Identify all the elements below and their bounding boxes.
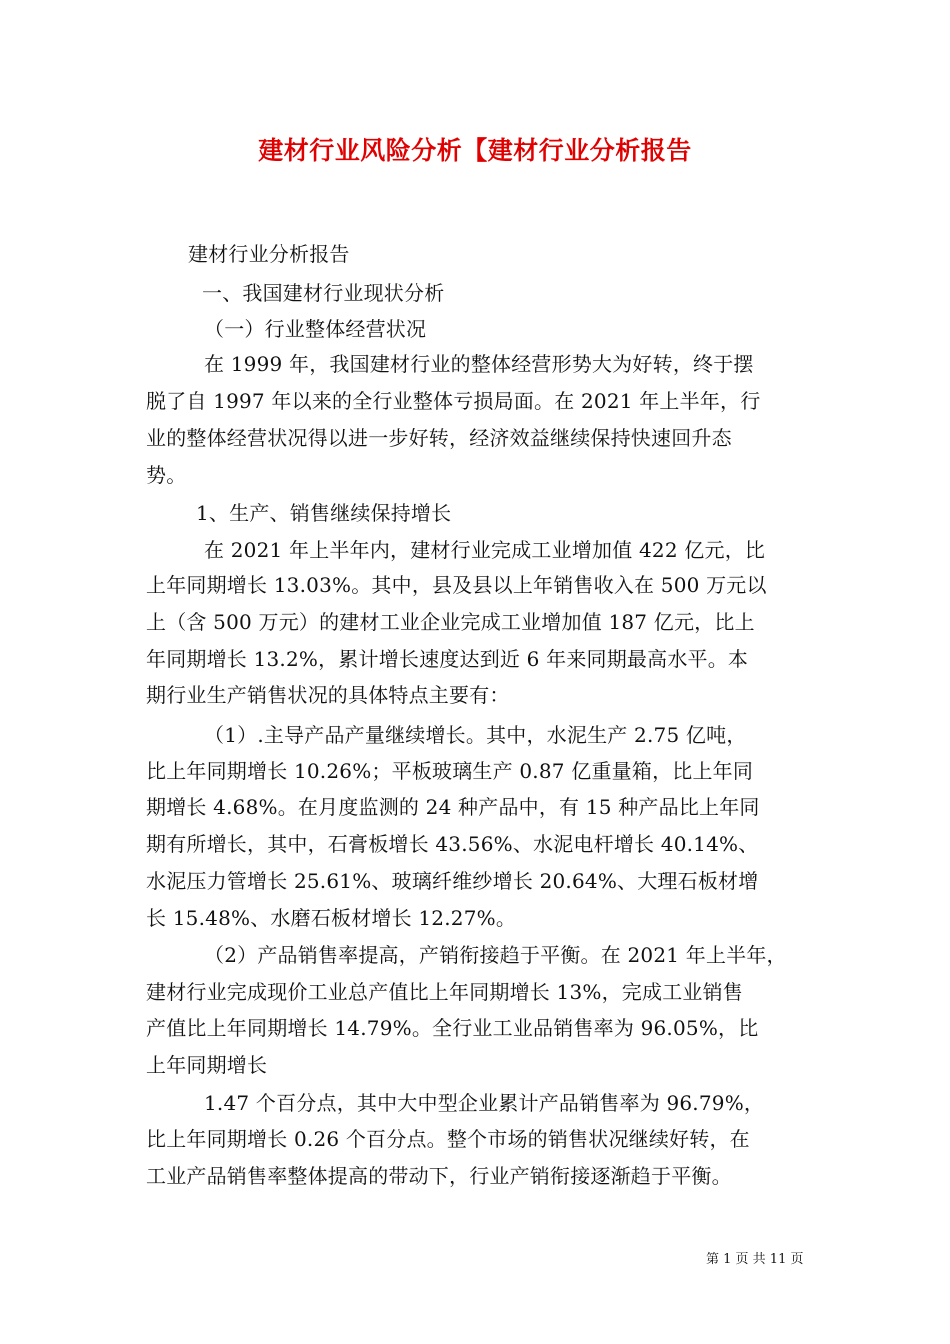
paragraph-line: 在 1999 年，我国建材行业的整体经营形势大为好转，终于摆 bbox=[204, 352, 754, 376]
paragraph-line: 年同期增长 13.2%，累计增长速度达到近 6 年来同期最高水平。本 bbox=[146, 647, 749, 671]
paragraph-line: 上年同期增长 13.03%。其中，县及县以上年销售收入在 500 万元以 bbox=[146, 573, 767, 597]
paragraph-line: 1.47 个百分点，其中大中型企业累计产品销售率为 96.79%， bbox=[204, 1091, 765, 1115]
paragraph-line: （1）.主导产品产量继续增长。其中，水泥生产 2.75 亿吨， bbox=[204, 723, 747, 747]
paragraph-line: 比上年同期增长 10.26%；平板玻璃生产 0.87 亿重量箱，比上年同 bbox=[146, 759, 754, 783]
page-number: 第 1 页 共 11 页 bbox=[706, 1252, 804, 1267]
paragraph-line: 势。 bbox=[146, 463, 187, 487]
page-title: 建材行业风险分析【建材行业分析报告 bbox=[258, 136, 692, 165]
paragraph-line: （2）产品销售率提高，产销衔接趋于平衡。在 2021 年上半年， bbox=[204, 943, 787, 967]
paragraph-line: 上年同期增长 bbox=[146, 1053, 268, 1077]
paragraph-line: 上（含 500 万元）的建材工业企业完成工业增加值 187 亿元，比上 bbox=[146, 610, 755, 634]
subsection-heading: 1、生产、销售继续保持增长 bbox=[196, 501, 452, 525]
section-heading: 一、我国建材行业现状分析 bbox=[202, 281, 445, 305]
paragraph-line: 产值比上年同期增长 14.79%。全行业工业品销售率为 96.05%，比 bbox=[146, 1016, 759, 1040]
paragraph-line: 工业产品销售率整体提高的带动下，行业产销衔接逐渐趋于平衡。 bbox=[146, 1164, 732, 1188]
paragraph-line: 期增长 4.68%。在月度监测的 24 种产品中，有 15 种产品比上年同 bbox=[146, 795, 760, 819]
paragraph-line: 水泥压力管增长 25.61%、玻璃纤维纱增长 20.64%、大理石板材增 bbox=[146, 869, 759, 893]
paragraph-line: 期有所增长，其中，石膏板增长 43.56%、水泥电杆增长 40.14%、 bbox=[146, 832, 759, 856]
paragraph-line: 比上年同期增长 0.26 个百分点。整个市场的销售状况继续好转，在 bbox=[146, 1127, 750, 1151]
doc-heading: 建材行业分析报告 bbox=[188, 242, 350, 266]
paragraph-line: 期行业生产销售状况的具体特点主要有： bbox=[146, 683, 510, 707]
paragraph-line: 业的整体经营状况得以进一步好转，经济效益继续保持快速回升态 bbox=[146, 426, 732, 450]
paragraph-line: 建材行业完成现价工业总产值比上年同期增长 13%，完成工业销售 bbox=[146, 980, 744, 1004]
subsection-heading: （一）行业整体经营状况 bbox=[204, 317, 427, 341]
paragraph-line: 长 15.48%、水磨石板材增长 12.27%。 bbox=[146, 906, 517, 930]
paragraph-line: 在 2021 年上半年内，建材行业完成工业增加值 422 亿元，比 bbox=[204, 538, 766, 562]
paragraph-line: 脱了自 1997 年以来的全行业整体亏损局面。在 2021 年上半年，行 bbox=[146, 389, 761, 413]
